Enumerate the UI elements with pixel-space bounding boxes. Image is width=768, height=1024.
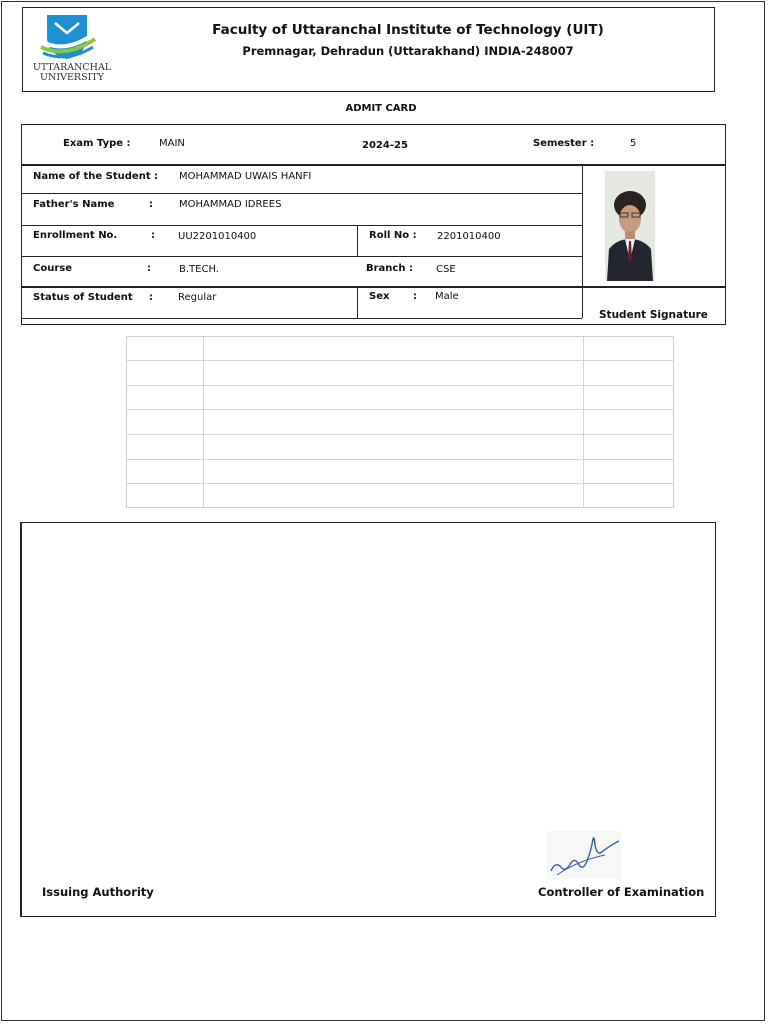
- semester-value: 5: [630, 138, 637, 149]
- semester-label: Semester :: [533, 138, 595, 149]
- branch-label: Branch :: [366, 263, 413, 274]
- father-name-value: MOHAMMAD IDREES: [179, 199, 282, 210]
- sex-label: Sex: [369, 291, 390, 302]
- institute-name: Faculty of Uttaranchal Institute of Technology (UIT): [212, 22, 604, 38]
- divider: [21, 225, 582, 226]
- institute-address: Premnagar, Dehradun (Uttarakhand) INDIA-248007: [242, 44, 574, 58]
- table-row-divider: [127, 459, 673, 460]
- colon: :: [151, 230, 155, 241]
- status-label: Status of Student: [33, 292, 133, 303]
- logo-text-line2: UNIVERSITY: [40, 72, 104, 83]
- divider: [21, 318, 582, 319]
- divider: [357, 287, 358, 318]
- document-title: ADMIT CARD: [345, 103, 417, 114]
- roll-no-label: Roll No :: [369, 230, 417, 241]
- sex-value: Male: [435, 291, 459, 302]
- exam-session: 2024-25: [362, 140, 408, 151]
- controller-label: Controller of Examination: [538, 885, 705, 899]
- colon: :: [147, 263, 151, 274]
- header-box: [22, 7, 715, 92]
- student-signature-caption: Student Signature: [599, 309, 708, 321]
- enrollment-label: Enrollment No.: [33, 230, 118, 241]
- roll-no-value: 2201010400: [437, 231, 501, 242]
- table-row-divider: [127, 385, 673, 386]
- issuing-authority-label: Issuing Authority: [42, 885, 154, 899]
- divider: [21, 164, 726, 166]
- table-col-divider: [203, 337, 204, 507]
- exam-type-value: MAIN: [159, 138, 185, 149]
- table-row-divider: [127, 483, 673, 484]
- course-value: B.TECH.: [179, 264, 219, 275]
- logo-text-line1: UTTARANCHAL: [32, 62, 112, 73]
- table-row-divider: [127, 409, 673, 410]
- colon: :: [149, 199, 153, 210]
- divider: [21, 193, 582, 194]
- table-row-divider: [127, 434, 673, 435]
- subject-table: [126, 336, 674, 508]
- divider: [21, 286, 726, 288]
- divider: [582, 165, 583, 318]
- student-name-value: MOHAMMAD UWAIS HANFI: [179, 171, 312, 182]
- father-name-label: Father's Name: [33, 199, 115, 210]
- enrollment-value: UU2201010400: [178, 231, 257, 242]
- branch-value: CSE: [436, 264, 456, 275]
- colon: :: [149, 292, 153, 303]
- course-label: Course: [33, 263, 72, 274]
- table-col-divider: [583, 337, 584, 507]
- exam-type-label: Exam Type :: [63, 138, 131, 149]
- divider: [357, 225, 358, 257]
- university-logo: [29, 11, 112, 87]
- logo-text: [29, 63, 115, 83]
- divider: [21, 256, 582, 257]
- controller-signature: [547, 831, 621, 879]
- student-photo: [605, 171, 655, 281]
- table-row-divider: [127, 360, 673, 361]
- status-value: Regular: [178, 292, 217, 303]
- student-name-label: Name of the Student :: [33, 171, 159, 182]
- colon: :: [413, 291, 417, 302]
